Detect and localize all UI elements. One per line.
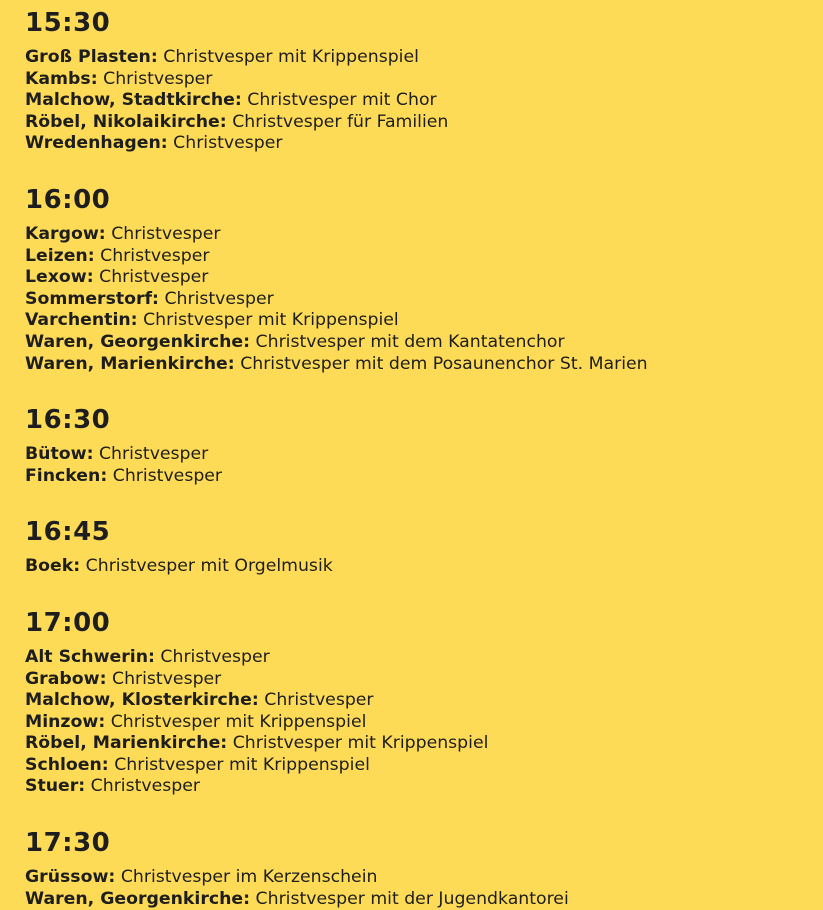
church-location: Waren, Marienkirche:: [25, 353, 235, 374]
church-location: Kambs:: [25, 68, 98, 89]
service-description: Christvesper mit Krippenspiel: [114, 754, 370, 775]
church-location: Lexow:: [25, 267, 94, 288]
church-location: Röbel, Marienkirche:: [25, 733, 228, 754]
service-entry: [25, 133, 823, 155]
time-block: [25, 826, 823, 910]
service-entry: [25, 647, 823, 669]
service-entry: [25, 112, 823, 134]
service-description: Christvesper: [264, 690, 374, 711]
time-heading: 16:30: [25, 405, 111, 436]
service-list: [25, 224, 823, 375]
service-entry: [25, 90, 823, 112]
church-location: Varchentin:: [25, 310, 138, 331]
church-location: Alt Schwerin:: [25, 646, 155, 667]
service-list: [25, 47, 823, 155]
service-list: [25, 647, 823, 798]
service-entry: [25, 354, 823, 376]
service-description: Christvesper: [112, 668, 222, 689]
service-entry: [25, 310, 823, 332]
service-description: Christvesper: [100, 245, 210, 266]
service-entry: [25, 466, 823, 488]
church-location: Stuer:: [25, 776, 86, 797]
church-location: Wredenhagen:: [25, 133, 168, 154]
section-spacer: [25, 487, 823, 515]
service-description: Christvesper mit Krippenspiel: [232, 733, 489, 754]
service-entry: [25, 556, 823, 578]
service-description: Christvesper: [173, 133, 283, 154]
service-entry: [25, 289, 823, 311]
service-entry: [25, 69, 823, 91]
service-description: Christvesper mit Krippenspiel: [110, 711, 367, 732]
service-entry: [25, 669, 823, 691]
service-description: Christvesper: [103, 68, 213, 89]
time-block: [25, 6, 823, 183]
service-list: [25, 556, 823, 578]
time-heading: 16:45: [25, 517, 111, 548]
service-description: Christvesper mit dem Kantatenchor: [255, 331, 565, 352]
church-location: Malchow, Klosterkirche:: [25, 690, 259, 711]
service-description: Christvesper mit der Jugendkantorei: [255, 888, 569, 909]
time-heading: 15:30: [25, 8, 111, 38]
church-location: Boek:: [25, 556, 81, 577]
service-entry: [25, 733, 823, 755]
service-description: Christvesper: [164, 288, 274, 309]
section-spacer: [25, 375, 823, 403]
section-spacer: [25, 155, 823, 183]
service-description: Christvesper mit dem Posaunenchor St. Marien: [240, 353, 648, 374]
section-spacer: [25, 798, 823, 826]
time-heading: 16:00: [25, 184, 111, 215]
time-block: [25, 515, 823, 606]
service-description: Christvesper mit Krippenspiel: [163, 47, 419, 67]
church-location: Minzow:: [25, 711, 106, 732]
church-location: Grabow:: [25, 668, 107, 689]
service-entry: [25, 444, 823, 466]
service-entry: [25, 267, 823, 289]
service-entry: [25, 332, 823, 354]
service-description: Christvesper: [112, 465, 223, 486]
time-block: [25, 403, 823, 515]
service-description: Christvesper: [160, 646, 270, 667]
church-location: Röbel, Nikolaikirche:: [25, 111, 227, 132]
service-description: Christvesper mit Krippenspiel: [143, 310, 399, 331]
service-description: Christvesper: [111, 223, 221, 244]
section-spacer: [25, 578, 823, 606]
service-description: Christvesper mit Chor: [247, 90, 437, 111]
service-entry: [25, 867, 823, 889]
service-description: Christvesper: [99, 267, 209, 288]
service-entry: [25, 47, 823, 69]
service-entry: [25, 712, 823, 734]
service-entry: [25, 246, 823, 268]
service-description: Christvesper: [90, 776, 200, 797]
church-location: Waren, Georgenkirche:: [25, 331, 251, 352]
time-block: [25, 606, 823, 826]
service-description: Christvesper im Kerzenschein: [120, 867, 378, 888]
service-entry: [25, 776, 823, 798]
time-heading: 17:30: [25, 828, 111, 859]
church-location: Malchow, Stadtkirche:: [25, 90, 242, 111]
church-location: Sommerstorf:: [25, 288, 159, 309]
church-location: Kargow:: [25, 223, 106, 244]
service-list: [25, 444, 823, 487]
church-location: Leizen:: [25, 245, 95, 266]
service-entry: [25, 224, 823, 246]
time-heading: 17:00: [25, 607, 111, 638]
service-entry: [25, 755, 823, 777]
service-description: Christvesper: [98, 444, 209, 465]
church-location: Fincken:: [25, 465, 108, 486]
church-location: Bütow:: [25, 444, 94, 465]
church-location: Waren, Georgenkirche:: [25, 888, 251, 909]
service-list: [25, 867, 823, 910]
service-description: Christvesper für Familien: [232, 111, 449, 132]
church-location: Grüssow:: [25, 867, 116, 888]
service-entry: [25, 690, 823, 712]
church-location: Schloen:: [25, 754, 109, 775]
service-description: Christvesper mit Orgelmusik: [85, 556, 333, 577]
service-entry: [25, 889, 823, 910]
church-location: Groß Plasten:: [25, 47, 158, 67]
time-block: [25, 183, 823, 403]
